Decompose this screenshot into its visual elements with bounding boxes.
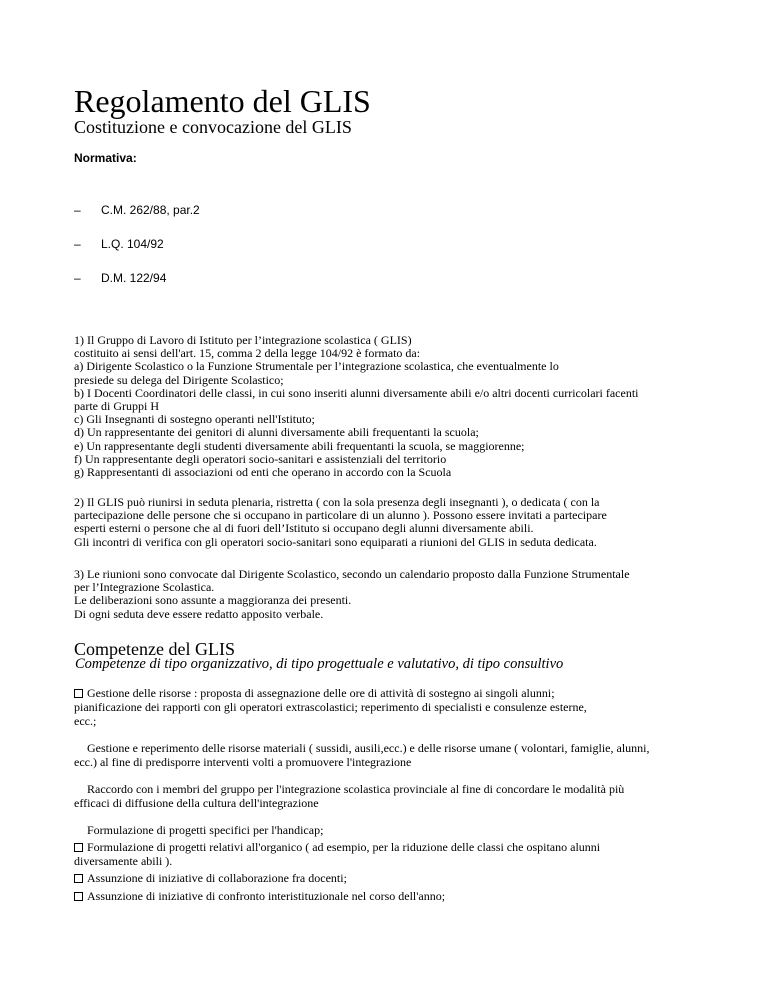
checkbox-icon <box>74 892 83 901</box>
text-line: per l’Integrazione Scolastica. <box>74 580 215 595</box>
text-line: Assunzione di iniziative di collaborazione fra docenti; <box>87 871 347 885</box>
text-line: 2) Il GLIS può riunirsi in seduta plenaria, ristretta ( con la sola presenza degli insegnanti ), o dedicata ( con la <box>74 495 600 509</box>
document-subtitle: Costituzione e convocazione del GLIS <box>74 117 352 137</box>
text-line: Formulazione di progetti specifici per l'handicap; <box>87 823 324 837</box>
document-title: Regolamento del GLIS <box>74 83 371 119</box>
competenze-heading: Competenze del GLIS <box>74 639 235 659</box>
text-line: f) Un rappresentante degli operatori socio-sanitari e assistenziali del territorio <box>74 451 447 466</box>
text-line: ecc.) al fine di predisporre interventi volti a promuovere l'integrazione <box>74 755 412 769</box>
law-text: L.Q. 104/92 <box>101 237 164 251</box>
text-line: d) Un rappresentante dei genitori di alunni diversamente abili frequentanti la scuola; <box>74 425 479 440</box>
law-item <box>74 203 200 217</box>
competenza-item <box>74 889 714 903</box>
section-composition <box>74 334 714 479</box>
text-line: partecipazione delle persone che si occupano in particolare di un alunno ). Possono essere invitati a partecipare <box>74 508 607 523</box>
text-line: Raccordo con i membri del gruppo per l'integrazione scolastica provinciale al fine di concordare le modalità più <box>87 782 625 796</box>
dash: – <box>74 203 81 217</box>
text-line: a) Dirigente Scolastico o la Funzione Strumentale per l’integrazione scolastica, che eventualmente lo <box>74 359 559 374</box>
text-line: c) Gli Insegnanti di sostegno operanti nell'Istituto; <box>74 412 315 427</box>
text-line: ecc.; <box>74 714 97 728</box>
text-line: Formulazione di progetti relativi all'organico ( ad esempio, per la riduzione delle classi che ospitano alunni <box>87 840 601 854</box>
text-line: efficaci di diffusione della cultura dell'integrazione <box>74 796 319 810</box>
law-text: D.M. 122/94 <box>101 271 167 285</box>
text-line: b) I Docenti Coordinatori delle classi, in cui sono inseriti alunni diversamente abili e/o altri docenti curricolari facenti <box>74 385 639 400</box>
text-line: e) Un rappresentante degli studenti diversamente abili frequentanti la scuola, se maggiorenne; <box>74 438 525 453</box>
text-line: presiede su delega del Dirigente Scolastico; <box>74 372 284 387</box>
checkbox-icon <box>74 874 83 883</box>
checkbox-icon <box>74 843 83 852</box>
checkbox-icon <box>74 689 83 698</box>
dash: – <box>74 271 81 285</box>
competenza-item <box>74 782 714 810</box>
section-meetings <box>74 496 714 549</box>
competenza-item <box>74 840 714 868</box>
competenza-item <box>74 823 714 837</box>
text-line: costituito ai sensi dell'art. 15, comma 2 della legge 104/92 è formato da: <box>74 346 421 361</box>
text-line: 1) Il Gruppo di Lavoro di Istituto per l’integrazione scolastica ( GLIS) <box>74 333 412 347</box>
text-line: diversamente abili ). <box>74 854 173 868</box>
text-line: parte di Gruppi H <box>74 399 159 414</box>
text-line: Di ogni seduta deve essere redatto apposito verbale. <box>74 606 324 621</box>
text-line: pianificazione dei rapporti con gli operatori extrascolastici; reperimento di specialisti e consulenze esterne, <box>74 700 587 714</box>
normativa-label: Normativa: <box>74 151 137 165</box>
law-item <box>74 237 164 251</box>
text-line: Le deliberazioni sono assunte a maggioranza dei presenti. <box>74 593 352 608</box>
text-line: g) Rappresentanti di associazioni od enti che operano in accordo con la Scuola <box>74 465 452 480</box>
competenza-item <box>74 871 714 885</box>
law-item <box>74 271 166 285</box>
section-convocation <box>74 568 714 621</box>
law-text: C.M. 262/88, par.2 <box>101 203 200 217</box>
text-line: Assunzione di iniziative di confronto interistituzionale nel corso dell'anno; <box>87 889 446 903</box>
competenza-item <box>74 686 714 728</box>
text-line: Gestione delle risorse : proposta di assegnazione delle ore di attività di sostegno ai singoli alunni; <box>87 686 555 700</box>
text-line: Gestione e reperimento delle risorse materiali ( sussidi, ausili,ecc.) e delle risorse umane ( volontari, famiglie, alunni, <box>87 741 650 755</box>
dash: – <box>74 237 81 251</box>
text-line: 3) Le riunioni sono convocate dal Dirigente Scolastico, secondo un calendario proposto dalla Funzione Strumentale <box>74 567 630 581</box>
competenze-subheading: Competenze di tipo organizzativo, di tipo progettuale e valutativo, di tipo consultivo <box>75 656 564 672</box>
text-line: esperti esterni o persone che al di fuori dell’Istituto si occupano degli alunni diversamente abili. <box>74 521 534 536</box>
competenza-item <box>74 741 714 769</box>
text-line: Gli incontri di verifica con gli operatori socio-sanitari sono equiparati a riunioni del GLIS in seduta dedicata. <box>74 534 597 549</box>
